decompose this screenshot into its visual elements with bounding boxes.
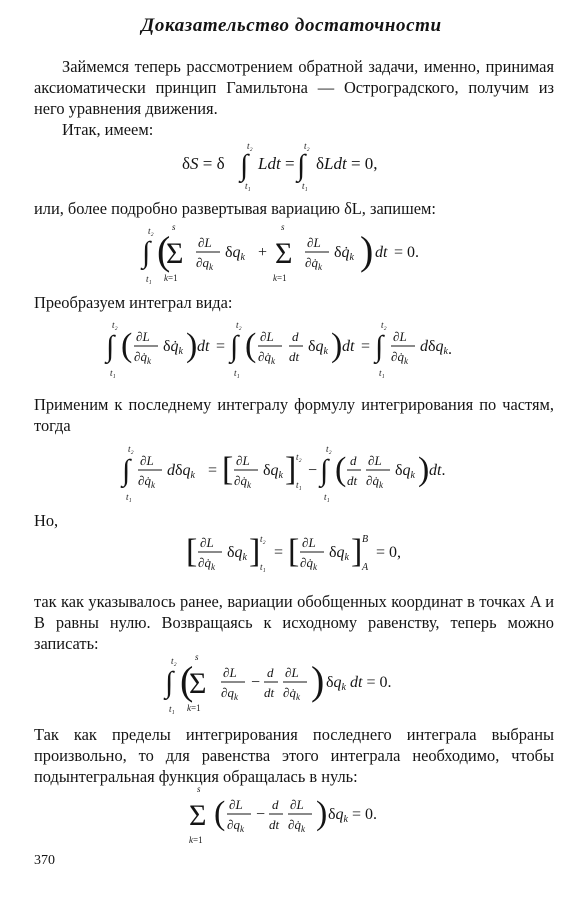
svg-text:(: ( xyxy=(213,795,225,832)
svg-text:dt: dt xyxy=(346,473,357,488)
svg-text:A: A xyxy=(361,562,368,573)
svg-text:t₁: t₁ xyxy=(233,368,240,378)
svg-text:∂q̇k: $\partial q̇_k$ xyxy=(304,255,322,272)
svg-text:∂L: ∂L xyxy=(301,535,316,550)
svg-text:dt.: dt. xyxy=(428,462,445,479)
svg-text:t₁: t₁ xyxy=(244,181,251,191)
svg-text:k=1: k=1 xyxy=(272,273,287,283)
svg-text:dt: dt xyxy=(196,338,209,355)
paragraph-itak: Итак, имеем: xyxy=(62,120,154,139)
svg-text:=: = xyxy=(207,462,217,479)
svg-text:∫: ∫ xyxy=(296,149,305,182)
svg-text:(: ( xyxy=(156,228,170,273)
svg-text:dt: dt xyxy=(288,349,299,364)
svg-text:=: = xyxy=(360,338,370,355)
svg-text:∂q̇k: $\partial q̇_k$ xyxy=(390,349,408,366)
svg-text:(: ( xyxy=(244,327,256,364)
svg-text:t₁: t₁ xyxy=(168,704,175,714)
svg-text:d: d xyxy=(266,665,273,680)
svg-text:δLdt = 0,: δLdt = 0, xyxy=(315,154,378,173)
svg-text:dt: dt xyxy=(263,685,274,700)
svg-text:dt: dt xyxy=(268,817,279,832)
formula-expanded-integral xyxy=(0,222,583,288)
svg-text:t₂: t₂ xyxy=(111,320,118,330)
paragraph-variations-zero: так как указывалось ранее, вариации обобщенных координат в точках A и B равны нулю. Возвращаясь к исходному равенству, теперь можно записать: xyxy=(34,592,554,653)
svg-text:t₂: t₂ xyxy=(259,534,266,544)
paragraph-by-parts: Применим к последнему интегралу формулу интегрирования по частям, тогда xyxy=(34,395,554,435)
svg-text:dδqk: dδqk xyxy=(166,462,195,481)
svg-text:−: − xyxy=(250,674,260,691)
svg-text:∂L: ∂L xyxy=(259,329,274,344)
svg-text:t₁: t₁ xyxy=(323,492,330,502)
svg-text:∂q̇k: $\partial q̇_k$ xyxy=(287,817,305,834)
svg-text:∂L: ∂L xyxy=(199,535,214,550)
svg-text:Σ: Σ xyxy=(165,237,183,270)
svg-text:∂q̇k: $\partial q̇_k$ xyxy=(133,349,151,366)
svg-text:= 0.: = 0. xyxy=(351,806,377,823)
svg-text:]: ] xyxy=(284,451,296,488)
svg-text:∂L: ∂L xyxy=(306,235,321,250)
formula-integrand-zero xyxy=(0,786,583,846)
svg-text:δS = δ: δS = δ xyxy=(181,154,225,173)
svg-text:+: + xyxy=(257,244,267,261)
paragraph-transform: Преобразуем интеграл вида: xyxy=(34,293,233,312)
svg-text:t₁: t₁ xyxy=(301,181,308,191)
svg-text:δqk: δqk xyxy=(327,806,348,825)
svg-text:t₁: t₁ xyxy=(259,562,266,572)
svg-text:t₂: t₂ xyxy=(170,656,177,666)
svg-text:Σ: Σ xyxy=(188,799,206,832)
svg-text:t₂: t₂ xyxy=(380,320,387,330)
svg-text:∂q̇k: $\partial q̇_k$ xyxy=(257,349,275,366)
svg-text:δqk: δqk xyxy=(262,462,283,481)
svg-text:∂L: ∂L xyxy=(222,665,237,680)
svg-text:∂q̇k: $\partial q̇_k$ xyxy=(137,473,155,490)
svg-text:dδqk.: dδqk. xyxy=(419,338,452,358)
svg-text:t₁: t₁ xyxy=(125,492,132,502)
svg-text:t₁: t₁ xyxy=(295,480,302,490)
svg-text:δqk: δqk xyxy=(307,338,328,357)
svg-text:−: − xyxy=(255,806,265,823)
svg-text:): ) xyxy=(417,451,429,488)
svg-text:s: s xyxy=(194,652,199,662)
svg-text:∂q̇k: $\partial q̇_k$ xyxy=(282,685,300,702)
svg-text:]: ] xyxy=(350,533,362,570)
svg-text:dt: dt xyxy=(374,244,387,261)
svg-text:∂q̇k: $\partial q̇_k$ xyxy=(233,473,251,490)
formula-boundary-zero xyxy=(0,528,583,582)
svg-text:= 0,: = 0, xyxy=(375,544,401,561)
svg-text:δqk: δqk xyxy=(328,544,349,563)
section-title: Доказательство достаточности xyxy=(141,15,442,36)
svg-text:δqk: δqk xyxy=(394,462,415,481)
svg-text:(: ( xyxy=(120,327,132,364)
svg-text:Ldt =: Ldt = xyxy=(257,154,295,173)
svg-text:s: s xyxy=(196,784,201,794)
svg-text:t₁: t₁ xyxy=(145,274,152,284)
svg-text:∫: ∫ xyxy=(141,236,150,269)
svg-text:∂q̇k: $\partial q̇_k$ xyxy=(365,473,383,490)
svg-text:∂L: ∂L xyxy=(284,665,299,680)
svg-text:Σ: Σ xyxy=(274,237,292,270)
svg-text:]: ] xyxy=(248,533,260,570)
svg-text:∂L: ∂L xyxy=(392,329,407,344)
svg-text:dt: dt xyxy=(341,338,354,355)
paragraph-arbitrary-limits: Так как пределы интегрирования последнего интеграла выбраны произвольно, то для равенства этого интеграла необходимо, чтобы подынтегральная функция обращалась в нуль: xyxy=(34,725,554,786)
svg-text:): ) xyxy=(359,228,373,273)
svg-text:): ) xyxy=(315,795,327,832)
svg-text:=: = xyxy=(215,338,225,355)
paragraph-intro: Займемся теперь рассмотрением обратной задачи, именно, принимая аксиоматически принцип Гамильтона — Остроградского, получим из него уравнения движения. xyxy=(34,57,554,118)
svg-text:t₁: t₁ xyxy=(378,368,385,378)
svg-text:d: d xyxy=(349,453,356,468)
formula-action-variation xyxy=(0,138,583,192)
svg-text:δq̇k: δq̇k xyxy=(162,338,183,357)
paragraph-but: Но, xyxy=(34,511,59,530)
svg-text:∂L: ∂L xyxy=(228,797,243,812)
svg-text:t₂: t₂ xyxy=(295,452,302,462)
svg-text:[: [ xyxy=(221,451,233,488)
svg-text:∂L: ∂L xyxy=(135,329,150,344)
svg-text:t₂: t₂ xyxy=(127,444,134,454)
svg-text:d: d xyxy=(291,329,298,344)
formula-combined-integral xyxy=(0,652,583,718)
svg-text:∫: ∫ xyxy=(121,454,130,487)
svg-text:Σ: Σ xyxy=(188,667,206,700)
svg-text:∂q̇k: $\partial q̇_k$ xyxy=(197,555,215,572)
svg-text:∫: ∫ xyxy=(319,454,328,487)
svg-text:−: − xyxy=(307,462,317,479)
svg-text:∂qk: $\partial q_k$ xyxy=(226,817,244,834)
svg-text:∂qk: $\partial q_k$ xyxy=(195,255,213,272)
svg-text:∫: ∫ xyxy=(239,149,248,182)
svg-text:∫: ∫ xyxy=(105,330,114,363)
svg-text:d: d xyxy=(271,797,278,812)
svg-text:dt = 0.: dt = 0. xyxy=(349,674,391,691)
svg-text:δq̇k: δq̇k xyxy=(333,244,354,263)
svg-text:t₂: t₂ xyxy=(246,141,253,151)
svg-text:∫: ∫ xyxy=(229,330,238,363)
svg-text:δqk: δqk xyxy=(224,244,245,263)
svg-text:k=1: k=1 xyxy=(163,273,178,283)
svg-text:t₂: t₂ xyxy=(303,141,310,151)
svg-text:s: s xyxy=(171,222,176,232)
svg-text:B: B xyxy=(361,534,368,545)
svg-text:s: s xyxy=(280,222,285,232)
svg-text:∫: ∫ xyxy=(164,666,173,699)
svg-text:): ) xyxy=(330,327,342,364)
page-number: 370 xyxy=(34,853,55,868)
formula-integral-transform xyxy=(0,316,583,382)
svg-text:∂L: ∂L xyxy=(235,453,250,468)
formula-by-parts xyxy=(0,440,583,504)
svg-text:k=1: k=1 xyxy=(186,703,201,713)
svg-text:∂qk: $\partial q_k$ xyxy=(220,685,238,702)
svg-text:∂L: ∂L xyxy=(367,453,382,468)
svg-text:k=1: k=1 xyxy=(188,835,203,845)
svg-text:t₂: t₂ xyxy=(235,320,242,330)
svg-text:∫: ∫ xyxy=(374,330,383,363)
svg-text:= 0.: = 0. xyxy=(393,244,419,261)
svg-text:[: [ xyxy=(287,533,299,570)
svg-text:t₁: t₁ xyxy=(109,368,116,378)
svg-text:(: ( xyxy=(179,658,193,703)
svg-text:∂q̇k: $\partial q̇_k$ xyxy=(299,555,317,572)
svg-text:∂L: ∂L xyxy=(197,235,212,250)
paragraph-expand-variation: или, более подробно развертывая вариацию δL, запишем: xyxy=(34,199,436,218)
svg-text:δqk: δqk xyxy=(226,544,247,563)
svg-text:∂L: ∂L xyxy=(289,797,304,812)
svg-text:): ) xyxy=(310,658,324,703)
svg-text:): ) xyxy=(185,327,197,364)
svg-text:=: = xyxy=(273,544,283,561)
svg-text:[: [ xyxy=(185,533,197,570)
svg-text:t₂: t₂ xyxy=(147,226,154,236)
svg-text:(: ( xyxy=(334,451,346,488)
svg-text:t₂: t₂ xyxy=(325,444,332,454)
svg-text:δqk: δqk xyxy=(325,674,346,693)
svg-text:∂L: ∂L xyxy=(139,453,154,468)
